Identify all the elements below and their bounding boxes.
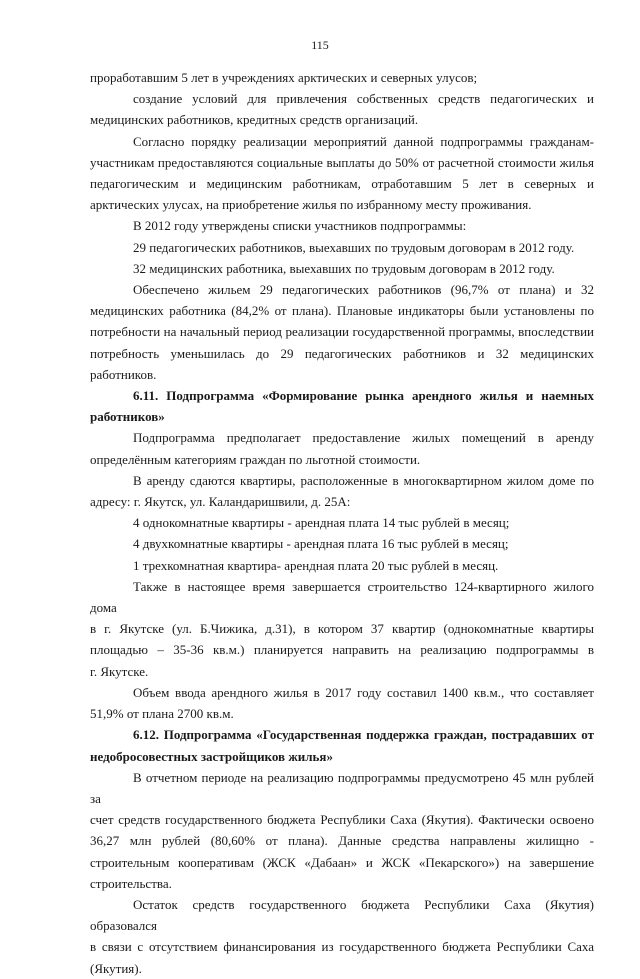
- text-line: площадью – 35-36 кв.м.) планируется направить на реализацию подпрограммы в: [90, 642, 594, 658]
- text-line: медицинских работника (84,2% от плана). Плановые индикаторы были установлены по: [90, 303, 594, 319]
- text-line: (Якутия).: [90, 960, 142, 976]
- text-line: Остаток средств государственного бюджета Республики Саха (Якутия) образовался: [90, 896, 594, 934]
- text-line: педагогическим и медицинским работникам, отработавшим 5 лет в северных и: [90, 176, 594, 192]
- text-line: строительства.: [90, 875, 172, 891]
- text-line: строительным кооперативам (ЖСК «Дабаан» и ЖСК «Пекарского») на завершение: [90, 854, 594, 870]
- page-body: [90, 67, 594, 979]
- text-line: 32 медицинских работника, выехавших по трудовым договорам в 2012 году.: [133, 260, 555, 276]
- text-line: г. Якутске.: [90, 663, 149, 679]
- text-line: потребности на начальный период реализации государственной программы, впоследствии: [90, 324, 594, 340]
- text-line: 51,9% от плана 2700 кв.м.: [90, 706, 234, 722]
- page-number: 115: [311, 38, 329, 52]
- text-line: создание условий для привлечения собственных средств педагогических и: [133, 91, 594, 107]
- section-heading-6-12-cont: недобросовестных застройщиков жилья»: [90, 748, 333, 764]
- text-line: арктических улусах, на приобретение жилья по избранному месту проживания.: [90, 197, 532, 213]
- text-line: в г. Якутске (ул. Б.Чижика, д.31), в котором 37 квартир (однокомнатные квартиры: [90, 621, 594, 637]
- text-line: потребность уменьшилась до 29 педагогических работников и 32 медицинских: [90, 345, 594, 361]
- text-line: участникам предоставляются социальные выплаты до 50% от расчетной стоимости жилья: [90, 154, 594, 170]
- text-line: 1 трехкомнатная квартира- арендная плата 20 тыс рублей в месяц.: [133, 557, 499, 573]
- text-line: счет средств государственного бюджета Республики Саха (Якутия). Фактически освоено: [90, 812, 594, 828]
- text-line: проработавшим 5 лет в учреждениях арктических и северных улусов;: [90, 70, 478, 85]
- text-line: работников.: [90, 366, 157, 382]
- text-line: медицинских работников, кредитных средств организаций.: [90, 112, 419, 128]
- text-line: Согласно порядку реализации мероприятий данной подпрограммы гражданам-: [133, 133, 594, 149]
- text-line: Также в настоящее время завершается строительство 124-квартирного жилого дома: [90, 578, 594, 616]
- section-heading-6-11: 6.11. Подпрограмма «Формирование рынка арендного жилья и наемных: [133, 388, 594, 404]
- text-line: Объем ввода арендного жилья в 2017 году составил 1400 кв.м., что составляет: [133, 684, 594, 700]
- text-line: в связи с отсутствием финансирования из государственного бюджета Республики Саха: [90, 939, 594, 955]
- text-line: Подпрограмма предполагает предоставление жилых помещений в аренду: [133, 430, 594, 446]
- text-line: Обеспечено жильем 29 педагогических работников (96,7% от плана) и 32: [133, 282, 594, 298]
- text-line: В 2012 году утверждены списки участников подпрограммы:: [133, 218, 467, 234]
- text-line: В аренду сдаются квартиры, расположенные в многоквартирном жилом доме по: [133, 472, 594, 488]
- text-line: 4 двухкомнатные квартиры - арендная плата 16 тыс рублей в месяц;: [133, 536, 509, 552]
- section-heading-6-12: 6.12. Подпрограмма «Государственная поддержка граждан, пострадавших от: [133, 727, 594, 743]
- text-line: В отчетном периоде на реализацию подпрограммы предусмотрено 45 млн рублей за: [90, 769, 594, 806]
- text-line: 36,27 млн рублей (80,60% от плана). Данные средства направлены жилищно -: [90, 833, 594, 849]
- text-line: 29 педагогических работников, выехавших по трудовым договорам в 2012 году.: [133, 239, 575, 255]
- text-line: 4 однокомнатные квартиры - арендная плата 14 тыс рублей в месяц;: [133, 515, 510, 531]
- text-line: определённым категориям граждан по льготной стоимости.: [90, 451, 421, 467]
- text-line: адресу: г. Якутск, ул. Каландаришвили, д. 25А:: [90, 494, 351, 510]
- section-heading-6-11-cont: работников»: [90, 409, 165, 425]
